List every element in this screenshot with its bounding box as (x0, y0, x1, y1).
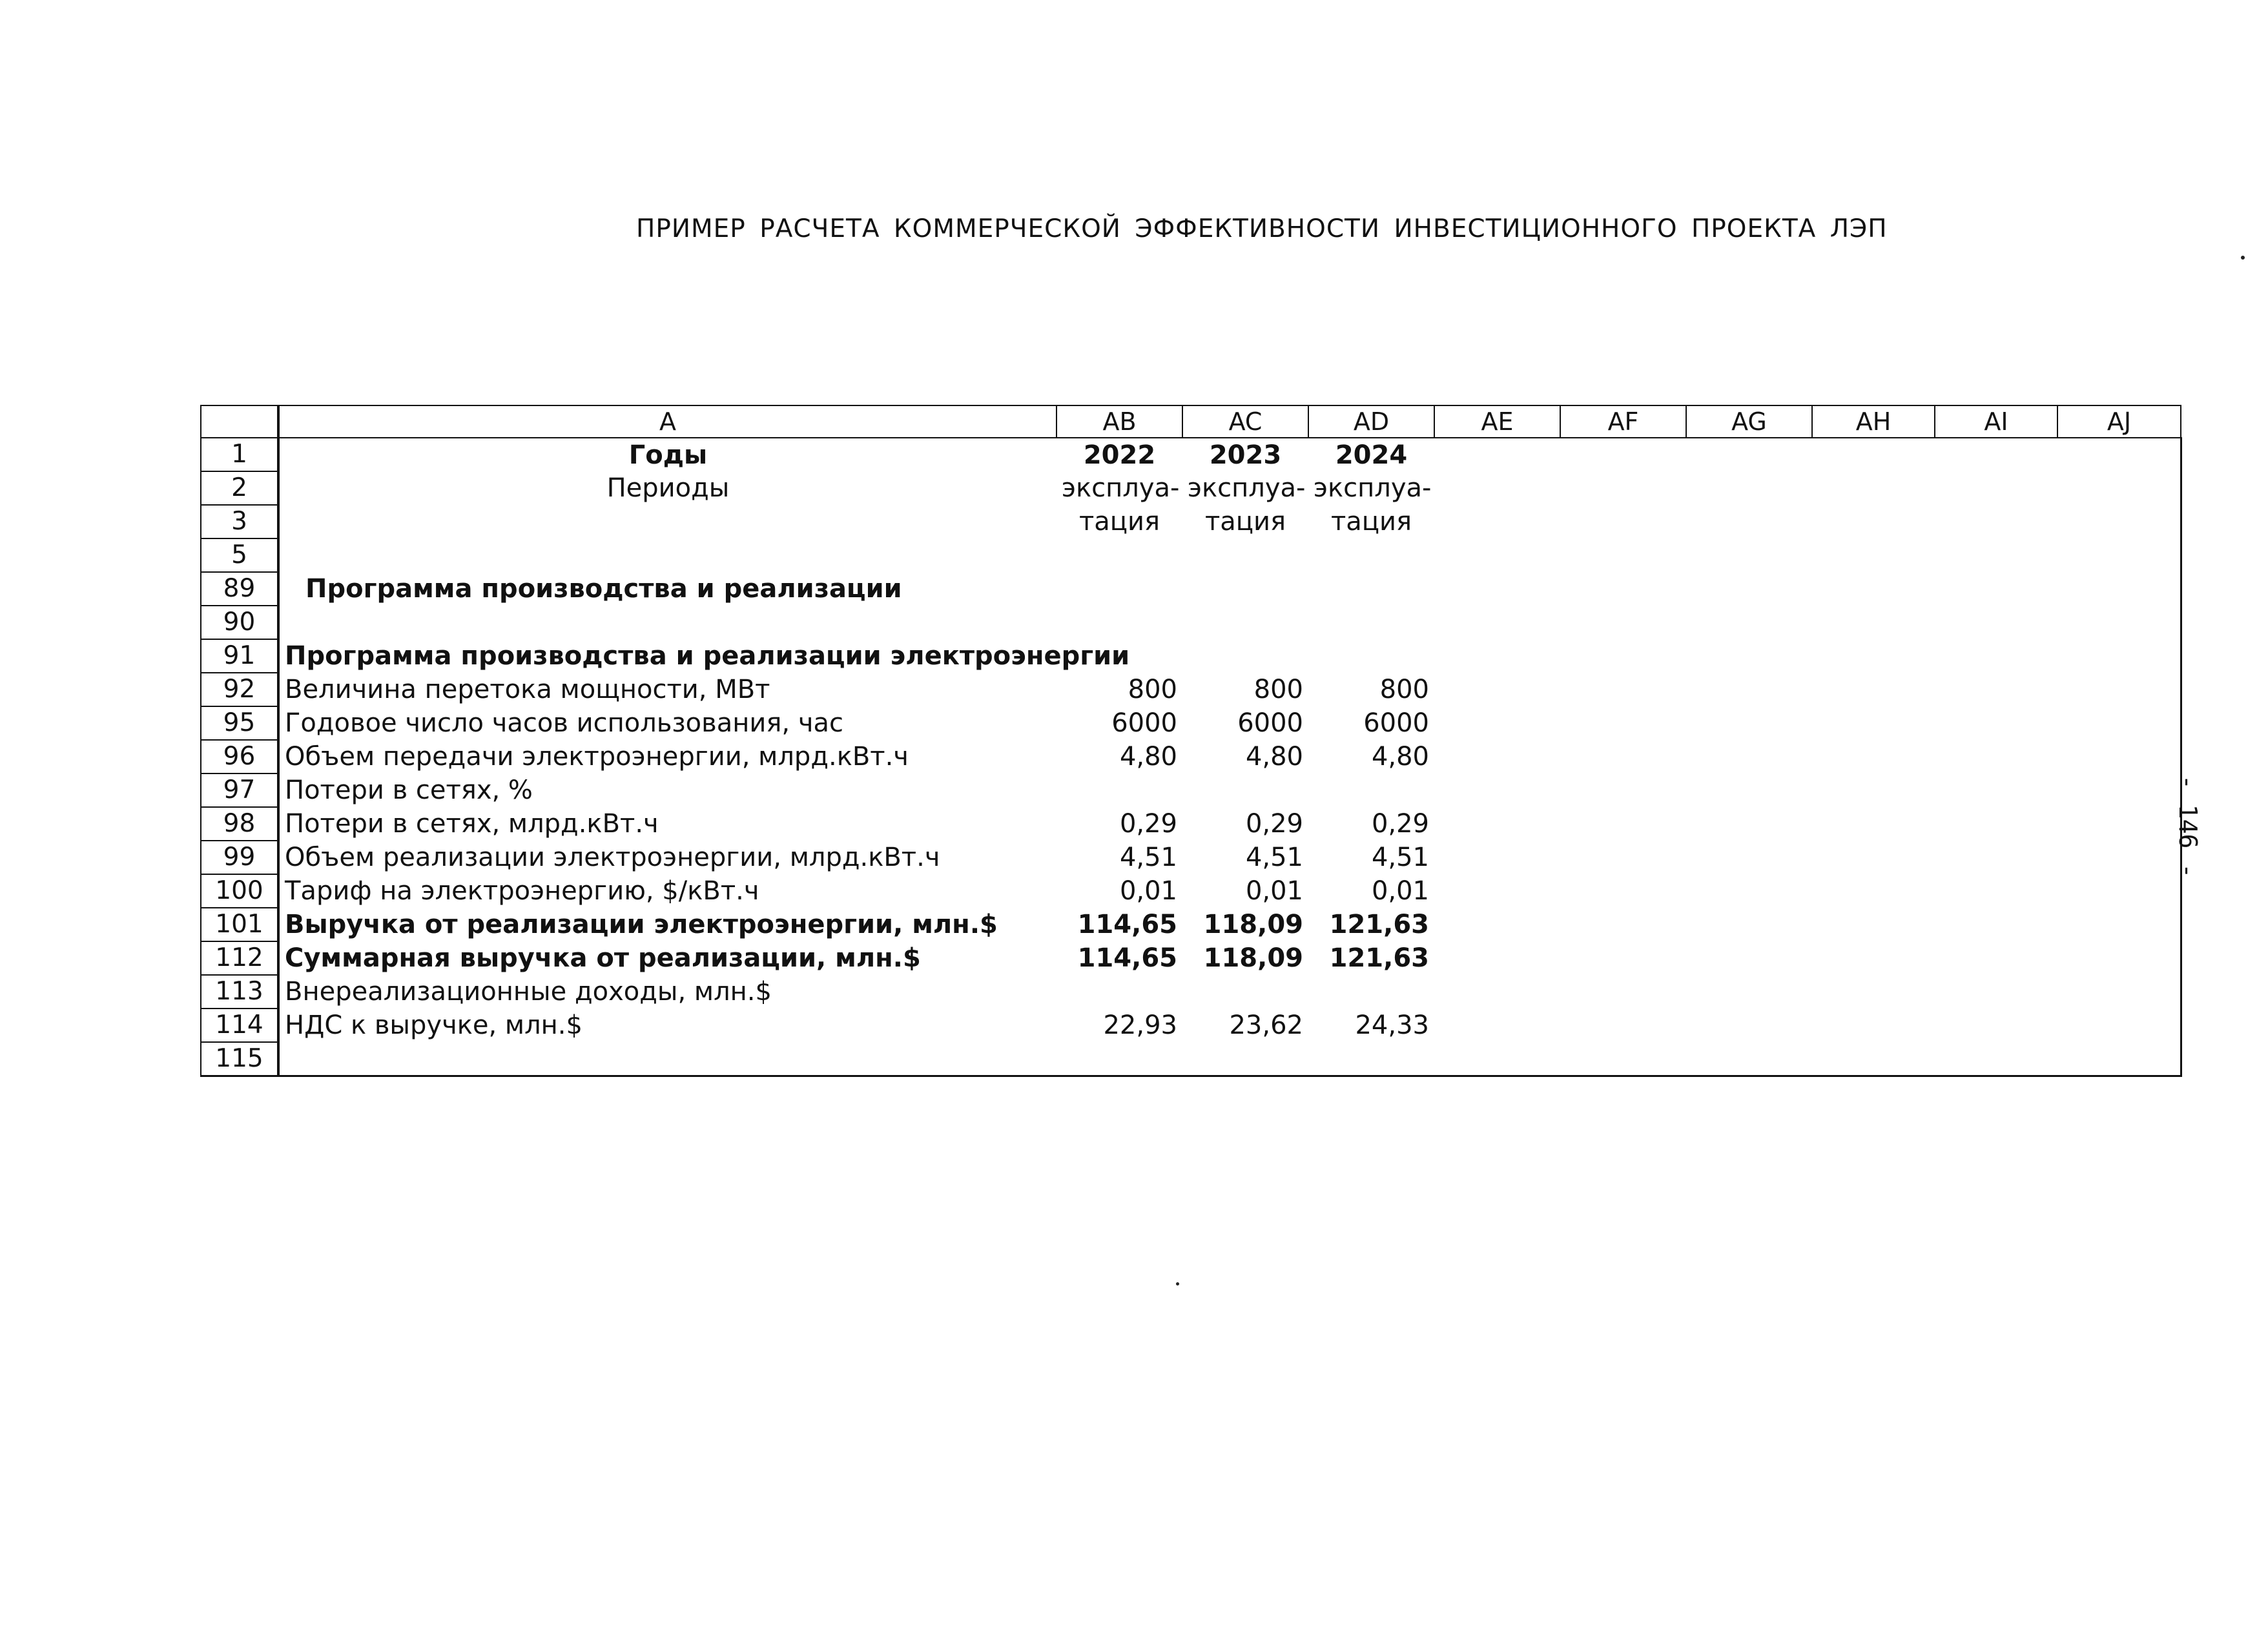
cell-ai[interactable] (1935, 505, 2057, 538)
cell-ah[interactable] (1812, 740, 1935, 773)
cell-ac[interactable]: 4,51 (1245, 843, 1303, 872)
column-header[interactable]: AC (1182, 405, 1308, 438)
cell-ad[interactable]: 2024 (1335, 440, 1408, 470)
cell-ag[interactable] (1686, 941, 1812, 975)
cell-ab[interactable]: 4,80 (1119, 742, 1177, 772)
cell-ab[interactable]: 2022 (1083, 440, 1156, 470)
cell-ad[interactable]: 121,63 (1329, 910, 1429, 939)
cell-ad[interactable]: тация (1330, 507, 1412, 537)
cell-ai[interactable] (1935, 706, 2057, 740)
cell-ag[interactable] (1686, 807, 1812, 841)
cell-af[interactable] (1560, 471, 1686, 505)
column-header[interactable]: AJ (2057, 405, 2181, 438)
cell-ae[interactable] (1434, 505, 1560, 538)
cell-ag[interactable] (1686, 1042, 1812, 1076)
cell-ah[interactable] (1812, 841, 1935, 874)
cell-ai[interactable] (1935, 572, 2057, 606)
cell-ai[interactable] (1935, 841, 2057, 874)
cell-ac[interactable] (1182, 773, 1308, 807)
table-row (201, 874, 2181, 908)
cell-af[interactable] (1560, 438, 1686, 471)
cell-ai[interactable] (1935, 773, 2057, 807)
cell-aj[interactable] (2057, 773, 2181, 807)
cell-ag[interactable] (1686, 505, 1812, 538)
table-row (201, 941, 2181, 975)
cell-ad[interactable]: 6000 (1363, 708, 1429, 738)
cell-ag[interactable] (1686, 975, 1812, 1009)
cell-aj[interactable] (2057, 1042, 2181, 1076)
cell-ad[interactable] (1308, 1042, 1434, 1076)
row-number[interactable]: 113 (201, 975, 278, 1009)
cell-ab[interactable]: тация (1078, 507, 1160, 537)
cell-ae[interactable] (1434, 639, 1560, 673)
column-header[interactable]: AE (1434, 405, 1560, 438)
cell-ai[interactable] (1935, 606, 2057, 639)
table-row (201, 1042, 2181, 1076)
cell-ag[interactable] (1686, 773, 1812, 807)
cell-ac[interactable]: 23,62 (1229, 1010, 1303, 1040)
cell-ad[interactable]: 4,51 (1371, 843, 1429, 872)
row-label[interactable]: Потери в сетях, % (285, 775, 533, 805)
cell-ac[interactable]: 0,01 (1245, 876, 1303, 906)
cell-ag[interactable] (1686, 538, 1812, 572)
cell-ac[interactable] (1182, 639, 1308, 673)
row-number[interactable]: 96 (201, 740, 278, 773)
cell-ah[interactable] (1812, 438, 1935, 471)
cell-ae[interactable] (1434, 773, 1560, 807)
cell-ag[interactable] (1686, 639, 1812, 673)
cell-aj[interactable] (2057, 740, 2181, 773)
cell-ae[interactable] (1434, 740, 1560, 773)
cell-ae[interactable] (1434, 471, 1560, 505)
row-label[interactable]: Объем передачи электроэнергии, млрд.кВт.ч (285, 742, 909, 772)
cell-af[interactable] (1560, 941, 1686, 975)
cell-ab[interactable]: 800 (1128, 675, 1177, 704)
row-label[interactable]: Программа производства и реализации электроэнергии (285, 641, 1130, 671)
table-row (201, 1009, 2181, 1042)
cell-ab[interactable]: 6000 (1111, 708, 1177, 738)
cell-ae[interactable] (1434, 1042, 1560, 1076)
cell-ah[interactable] (1812, 471, 1935, 505)
row-number[interactable]: 99 (201, 841, 278, 874)
cell-ag[interactable] (1686, 673, 1812, 706)
row-number[interactable]: 5 (201, 538, 278, 572)
cell-ad[interactable]: 0,01 (1371, 876, 1429, 906)
table-row (201, 471, 2181, 505)
cell-ai[interactable] (1935, 740, 2057, 773)
cell-aj[interactable] (2057, 941, 2181, 975)
cell-ad[interactable] (1308, 606, 1434, 639)
row-label[interactable]: Внереализационные доходы, млн.$ (285, 977, 772, 1007)
table-row (201, 740, 2181, 773)
cell-ai[interactable] (1935, 1042, 2057, 1076)
cell-ag[interactable] (1686, 706, 1812, 740)
table-row (201, 639, 2181, 673)
table-row (201, 841, 2181, 874)
cell-ac[interactable]: 4,80 (1245, 742, 1303, 772)
cell-ac[interactable]: 118,09 (1203, 943, 1303, 973)
page-number: - 146 - (2174, 775, 2202, 879)
cell-ai[interactable] (1935, 1009, 2057, 1042)
column-header[interactable]: AI (1935, 405, 2057, 438)
row-label[interactable]: Выручка от реализации электроэнергии, млн.$ (285, 910, 998, 939)
cell-ab[interactable] (1057, 538, 1182, 572)
cell-ae[interactable] (1434, 538, 1560, 572)
cell-aj[interactable] (2057, 471, 2181, 505)
cell-ad[interactable]: 121,63 (1329, 943, 1429, 973)
cell-ag[interactable] (1686, 841, 1812, 874)
cell-ah[interactable] (1812, 505, 1935, 538)
row-label[interactable]: Тариф на электроэнергию, $/кВт.ч (285, 876, 759, 906)
cell-ah[interactable] (1812, 1042, 1935, 1076)
cell-ab[interactable]: 0,29 (1119, 809, 1177, 839)
scan-speck (1176, 1282, 1179, 1285)
row-label[interactable]: Программа производства и реализации (305, 574, 902, 604)
cell-ae[interactable] (1434, 706, 1560, 740)
cell-ae[interactable] (1434, 874, 1560, 908)
table-row (201, 538, 2181, 572)
row-number[interactable]: 115 (201, 1042, 278, 1076)
cell-ai[interactable] (1935, 538, 2057, 572)
row-label[interactable]: НДС к выручке, млн.$ (285, 1010, 582, 1040)
cell-ae[interactable] (1434, 941, 1560, 975)
cell-ab[interactable]: 114,65 (1077, 943, 1177, 973)
cell-ad[interactable] (1308, 572, 1434, 606)
cell-ag[interactable] (1686, 908, 1812, 941)
cell-aj[interactable] (2057, 841, 2181, 874)
table-row (201, 438, 2181, 471)
cell-ab[interactable]: эксплуа- (1062, 473, 1180, 503)
cell-ad[interactable] (1308, 639, 1434, 673)
column-header[interactable]: AB (1057, 405, 1182, 438)
row-number[interactable]: 112 (201, 941, 278, 975)
row-label[interactable] (278, 505, 1057, 538)
cell-ag[interactable] (1686, 471, 1812, 505)
cell-ae[interactable] (1434, 1009, 1560, 1042)
cell-aj[interactable] (2057, 606, 2181, 639)
cell-ab[interactable] (1057, 975, 1182, 1009)
cell-ag[interactable] (1686, 606, 1812, 639)
row-number[interactable]: 2 (201, 471, 278, 505)
row-label[interactable]: Суммарная выручка от реализации, млн.$ (285, 943, 921, 973)
row-number[interactable]: 91 (201, 639, 278, 673)
table-row (201, 673, 2181, 706)
cell-ac[interactable]: 0,29 (1245, 809, 1303, 839)
table-row (201, 908, 2181, 941)
cell-af[interactable] (1560, 1042, 1686, 1076)
cell-ah[interactable] (1812, 706, 1935, 740)
cell-ah[interactable] (1812, 606, 1935, 639)
cell-ae[interactable] (1434, 673, 1560, 706)
column-header[interactable]: AF (1560, 405, 1686, 438)
cell-ae[interactable] (1434, 606, 1560, 639)
cell-ah[interactable] (1812, 874, 1935, 908)
cell-ac[interactable]: 800 (1253, 675, 1303, 704)
cell-ad[interactable]: 800 (1379, 675, 1429, 704)
cell-ac[interactable]: эксплуа- (1188, 473, 1306, 503)
cell-af[interactable] (1560, 606, 1686, 639)
row-number[interactable]: 92 (201, 673, 278, 706)
column-header[interactable]: AG (1686, 405, 1812, 438)
cell-ac[interactable]: 6000 (1237, 708, 1303, 738)
cell-ad[interactable]: 24,33 (1355, 1010, 1429, 1040)
cell-ah[interactable] (1812, 538, 1935, 572)
cell-af[interactable] (1560, 807, 1686, 841)
cell-ah[interactable] (1812, 773, 1935, 807)
cell-ai[interactable] (1935, 639, 2057, 673)
cell-ag[interactable] (1686, 740, 1812, 773)
cell-ad[interactable]: 4,80 (1371, 742, 1429, 772)
cell-ae[interactable] (1434, 807, 1560, 841)
cell-af[interactable] (1560, 505, 1686, 538)
cell-ad[interactable]: эксплуа- (1314, 473, 1432, 503)
cell-ah[interactable] (1812, 975, 1935, 1009)
cell-ah[interactable] (1812, 572, 1935, 606)
cell-ab[interactable] (1057, 1042, 1182, 1076)
cell-aj[interactable] (2057, 538, 2181, 572)
cell-ae[interactable] (1434, 438, 1560, 471)
cell-af[interactable] (1560, 908, 1686, 941)
cell-aj[interactable] (2057, 706, 2181, 740)
cell-ad[interactable] (1308, 538, 1434, 572)
cell-ac[interactable]: 118,09 (1203, 910, 1303, 939)
cell-aj[interactable] (2057, 438, 2181, 471)
cell-ac[interactable] (1182, 572, 1308, 606)
corner-cell[interactable] (201, 405, 278, 438)
cell-aj[interactable] (2057, 874, 2181, 908)
column-header-row (201, 405, 2181, 438)
column-header[interactable]: AD (1308, 405, 1434, 438)
cell-ac[interactable]: тация (1204, 507, 1286, 537)
cell-af[interactable] (1560, 874, 1686, 908)
table-row (201, 807, 2181, 841)
cell-ai[interactable] (1935, 941, 2057, 975)
cell-aj[interactable] (2057, 639, 2181, 673)
cell-aj[interactable] (2057, 673, 2181, 706)
row-label[interactable]: Объем реализации электроэнергии, млрд.кВт.ч (285, 843, 940, 872)
cell-aj[interactable] (2057, 975, 2181, 1009)
row-number[interactable]: 95 (201, 706, 278, 740)
row-number[interactable]: 98 (201, 807, 278, 841)
cell-ah[interactable] (1812, 908, 1935, 941)
cell-ac[interactable] (1182, 975, 1308, 1009)
cell-ad[interactable] (1308, 773, 1434, 807)
row-label[interactable]: Величина перетока мощности, МВт (285, 675, 770, 704)
cell-ab[interactable]: 114,65 (1077, 910, 1177, 939)
cell-af[interactable] (1560, 740, 1686, 773)
cell-ai[interactable] (1935, 908, 2057, 941)
cell-ah[interactable] (1812, 639, 1935, 673)
cell-ah[interactable] (1812, 941, 1935, 975)
cell-ae[interactable] (1434, 908, 1560, 941)
row-label[interactable] (278, 606, 1057, 639)
page-title: ПРИМЕР РАСЧЕТА КОММЕРЧЕСКОЙ ЭФФЕКТИВНОСТИ ИНВЕСТИЦИОННОГО ПРОЕКТА ЛЭП (636, 214, 1888, 243)
cell-af[interactable] (1560, 673, 1686, 706)
row-number[interactable]: 1 (201, 438, 278, 471)
spreadsheet-table (200, 405, 2182, 1077)
row-label[interactable] (278, 538, 1057, 572)
table-row (201, 505, 2181, 538)
row-number[interactable]: 101 (201, 908, 278, 941)
row-label[interactable]: Годовое число часов использования, час (285, 708, 843, 738)
cell-ab[interactable] (1057, 572, 1182, 606)
cell-af[interactable] (1560, 773, 1686, 807)
cell-ac[interactable] (1182, 1042, 1308, 1076)
cell-af[interactable] (1560, 706, 1686, 740)
cell-aj[interactable] (2057, 572, 2181, 606)
cell-ah[interactable] (1812, 1009, 1935, 1042)
cell-aj[interactable] (2057, 807, 2181, 841)
row-label[interactable] (278, 1042, 1057, 1076)
cell-ah[interactable] (1812, 673, 1935, 706)
table-row (201, 706, 2181, 740)
row-number[interactable]: 3 (201, 505, 278, 538)
table-row (201, 606, 2181, 639)
row-number[interactable]: 90 (201, 606, 278, 639)
cell-ai[interactable] (1935, 975, 2057, 1009)
cell-ae[interactable] (1434, 975, 1560, 1009)
table-row (201, 572, 2181, 606)
row-number[interactable]: 100 (201, 874, 278, 908)
cell-ag[interactable] (1686, 874, 1812, 908)
column-header[interactable]: AH (1812, 405, 1935, 438)
cell-ab[interactable]: 22,93 (1103, 1010, 1177, 1040)
cell-ai[interactable] (1935, 874, 2057, 908)
scan-speck (2241, 256, 2245, 260)
table-row (201, 975, 2181, 1009)
row-label[interactable]: Периоды (606, 473, 730, 503)
cell-ag[interactable] (1686, 438, 1812, 471)
cell-ai[interactable] (1935, 673, 2057, 706)
row-label[interactable]: Потери в сетях, млрд.кВт.ч (285, 809, 659, 839)
cell-ab[interactable]: 4,51 (1119, 843, 1177, 872)
cell-ac[interactable] (1182, 606, 1308, 639)
row-label[interactable]: Годы (628, 440, 708, 470)
cell-ac[interactable]: 2023 (1209, 440, 1282, 470)
cell-ai[interactable] (1935, 438, 2057, 471)
cell-af[interactable] (1560, 572, 1686, 606)
cell-ad[interactable] (1308, 975, 1434, 1009)
cell-af[interactable] (1560, 975, 1686, 1009)
row-number[interactable]: 97 (201, 773, 278, 807)
cell-aj[interactable] (2057, 505, 2181, 538)
row-number[interactable]: 89 (201, 572, 278, 606)
cell-ab[interactable] (1057, 773, 1182, 807)
row-number[interactable]: 114 (201, 1009, 278, 1042)
cell-ae[interactable] (1434, 572, 1560, 606)
cell-af[interactable] (1560, 639, 1686, 673)
cell-ac[interactable] (1182, 538, 1308, 572)
cell-aj[interactable] (2057, 908, 2181, 941)
cell-af[interactable] (1560, 538, 1686, 572)
column-header[interactable]: A (278, 405, 1057, 438)
cell-ah[interactable] (1812, 807, 1935, 841)
cell-af[interactable] (1560, 841, 1686, 874)
cell-aj[interactable] (2057, 1009, 2181, 1042)
cell-af[interactable] (1560, 1009, 1686, 1042)
table-row (201, 773, 2181, 807)
cell-ag[interactable] (1686, 1009, 1812, 1042)
cell-ad[interactable]: 0,29 (1371, 809, 1429, 839)
cell-ag[interactable] (1686, 572, 1812, 606)
cell-ai[interactable] (1935, 807, 2057, 841)
cell-ai[interactable] (1935, 471, 2057, 505)
cell-ab[interactable]: 0,01 (1119, 876, 1177, 906)
cell-ab[interactable] (1057, 606, 1182, 639)
cell-ae[interactable] (1434, 841, 1560, 874)
